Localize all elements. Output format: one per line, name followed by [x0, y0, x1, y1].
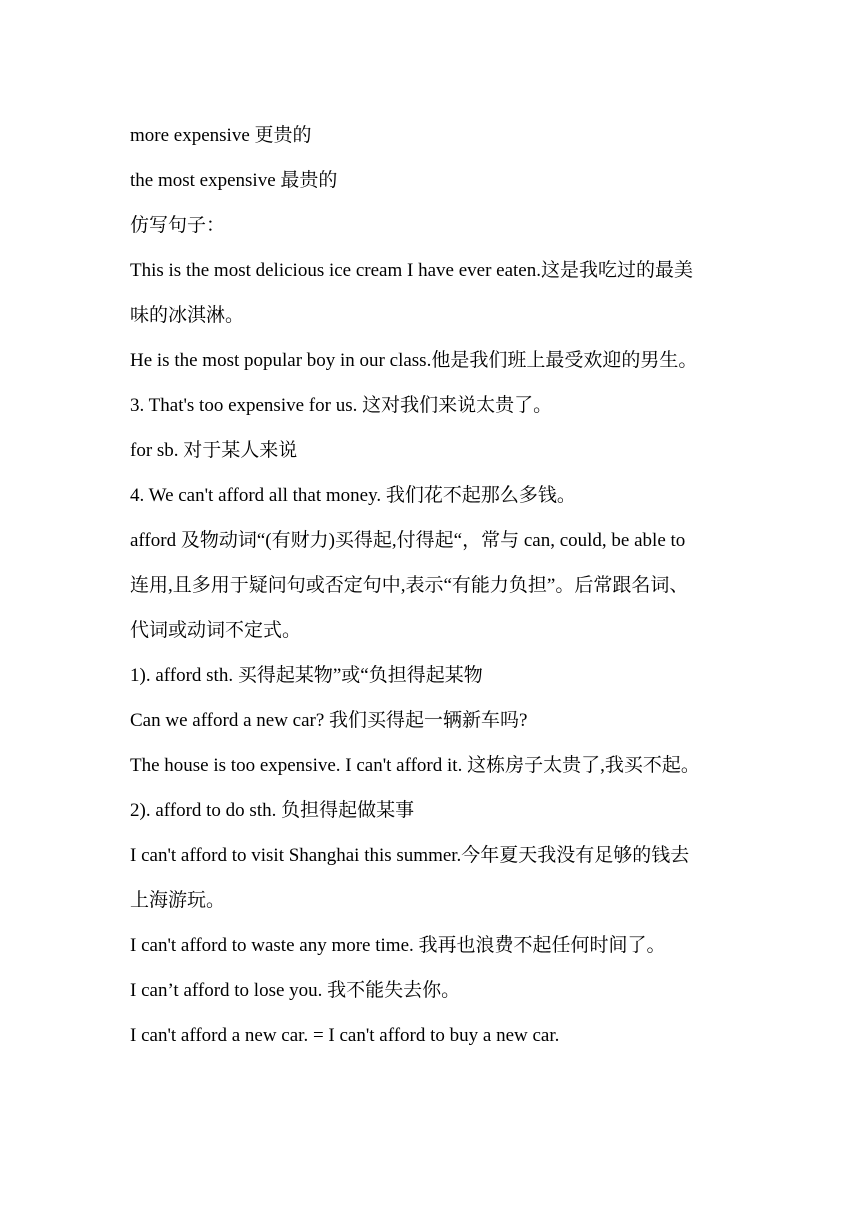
text-line: 代词或动词不定式。 — [130, 620, 302, 641]
text-line: more expensive 更贵的 — [130, 125, 312, 146]
text-line: 上海游玩。 — [130, 890, 226, 911]
text-line: Can we afford a new car? 我们买得起一辆新车吗? — [130, 710, 528, 731]
text-line: 2). afford to do sth. 负担得起做某事 — [130, 800, 415, 821]
text-line: The house is too expensive. I can't afford it. 这栋房子太贵了,我买不起。 — [130, 755, 700, 776]
text-line: I can't afford to visit Shanghai this summer.今年夏天我没有足够的钱去 — [130, 845, 690, 866]
text-line: the most expensive 最贵的 — [130, 170, 338, 191]
text-line: 仿写句子： — [130, 215, 226, 236]
text-line: 1). afford sth. 买得起某物”或“负担得起某物 — [130, 665, 483, 686]
text-line: I can't afford to waste any more time. 我再也浪费不起任何时间了。 — [130, 935, 666, 956]
text-line: 4. We can't afford all that money. 我们花不起那么多钱。 — [130, 485, 576, 506]
text-line: This is the most delicious ice cream I have ever eaten.这是我吃过的最美 — [130, 260, 693, 281]
text-line: 3. That's too expensive for us. 这对我们来说太贵了。 — [130, 395, 553, 416]
text-line: I can't afford a new car. = I can't afford to buy a new car. — [130, 1025, 560, 1046]
text-line: 味的冰淇淋。 — [130, 305, 245, 326]
document-body — [130, 113, 750, 1058]
text-line: 连用,且多用于疑问句或否定句中,表示“有能力负担”。后常跟名词、 — [130, 575, 689, 596]
text-line: afford 及物动词“(有财力)买得起,付得起“，常与 can, could, be able to — [130, 530, 686, 551]
text-line: He is the most popular boy in our class.他是我们班上最受欢迎的男生。 — [130, 350, 698, 371]
text-line: for sb. 对于某人来说 — [130, 440, 298, 461]
text-line: I can’t afford to lose you. 我不能失去你。 — [130, 980, 461, 1001]
